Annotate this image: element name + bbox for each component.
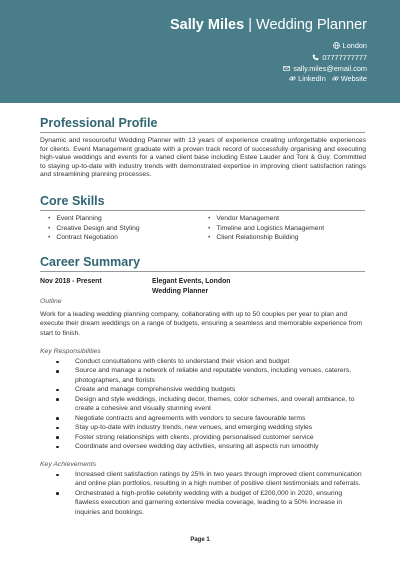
candidate-name: Sally Miles — [170, 17, 245, 33]
achievements-label: Key Achievements — [40, 461, 97, 468]
career-heading: Career Summary — [40, 255, 141, 269]
list-item: Source and manage a network of reliable and reputable vendors, including venues, caterers, photographers, and florists — [40, 366, 366, 385]
responsibilities-label: Key Responsibilities — [40, 348, 101, 355]
job-company: Elegant Events, London — [152, 278, 231, 285]
contact-phone — [312, 53, 367, 62]
list-item: Foster strong relationships with clients, providing personalised customer service — [40, 433, 366, 442]
list-item: Stay up-to-date with industry trends, new venues, and emerging wedding styles — [40, 423, 366, 432]
skills-heading: Core Skills — [40, 194, 105, 208]
website-label[interactable]: Website — [340, 74, 367, 83]
outline-text: Work for a leading wedding planning company, collaborating with up to 50 couples per year to plan and execute their dream weddings on a range of budgets, ensuring a seamless and memorable experience from start to finish. — [40, 311, 363, 337]
skill-item: • Timeline and Logistics Management — [208, 224, 368, 234]
list-item: Increased client satisfaction ratings by 25% in two years through improved client communication and online plan portfolios, resulting in a high number of positive client testimonials and referrals. — [40, 470, 366, 489]
envelope-icon — [283, 65, 290, 72]
outline-label: Outline — [40, 298, 62, 305]
list-item: Design and style weddings, including decor, themes, color schemes, and overall ambiance, to create a cohesive and visually stunning event — [40, 395, 366, 414]
linkedin-link[interactable] — [289, 74, 326, 83]
name-separator: | — [248, 17, 252, 33]
name-title — [170, 17, 367, 33]
list-item: Negotiate contracts and agreements with vendors to secure favourable terms — [40, 414, 366, 423]
list-item: Coordinate and oversee wedding day activities, ensuring all aspects run smoothly — [40, 442, 366, 451]
skill-item: • Event Planning — [48, 214, 208, 224]
link-icon — [332, 75, 339, 82]
globe-icon — [333, 42, 340, 49]
link-icon — [289, 75, 296, 82]
list-item: Create and manage comprehensive wedding budgets — [40, 385, 366, 394]
linkedin-label[interactable]: LinkedIn — [298, 74, 326, 83]
responsibilities-list — [40, 357, 366, 452]
job-position: Wedding Planner — [152, 288, 209, 295]
profile-heading: Professional Profile — [40, 116, 158, 130]
phone-icon — [312, 54, 319, 61]
skill-item: • Creative Design and Styling — [48, 224, 208, 234]
job-role: Wedding Planner — [256, 17, 367, 33]
skills-divider — [40, 210, 365, 211]
skill-item: • Client Relationship Building — [208, 233, 368, 243]
profile-divider — [40, 132, 365, 133]
email-text[interactable]: sally.miles@email.com — [293, 64, 367, 73]
list-item: Conduct consultations with clients to understand their vision and budget — [40, 357, 366, 366]
location-text: London — [342, 41, 367, 50]
profile-links — [289, 74, 367, 83]
contact-location — [333, 41, 367, 50]
list-item: Orchestrated a high-profile celebrity wedding with a budget of £200,000 in 2020, ensuring flawless execution and garnering extensive media coverage, leading to a 50% increase in inquiries and bookings. — [40, 489, 366, 517]
phone-text: 07777777777 — [322, 53, 367, 62]
skill-item: • Contract Negotiation — [48, 233, 208, 243]
skills-column-left — [48, 214, 208, 243]
achievements-list — [40, 470, 366, 517]
job-company-block — [152, 277, 230, 297]
profile-summary: Dynamic and resourceful Wedding Planner with 13 years of experience creating unforgettable experiences for clients. Event Management graduate with a proven track record of successfully organising and executing high-value weddings and events for a varied client base including Estee Lauder and Toni & Guy. Committed to staying up-to-date with industry trends with demonstrated expertise in improving client satisfaction ratings and streamlining planning processes. — [40, 137, 366, 179]
skill-item: • Vendor Management — [208, 214, 368, 224]
job-dates: Nov 2018 - Present — [40, 278, 102, 285]
skills-column-right — [208, 214, 368, 243]
contact-email[interactable] — [283, 64, 367, 73]
website-link[interactable] — [332, 74, 367, 83]
header-banner — [0, 0, 400, 103]
page-number: Page 1 — [190, 537, 210, 543]
career-divider — [40, 271, 365, 272]
skills-list — [48, 214, 368, 243]
